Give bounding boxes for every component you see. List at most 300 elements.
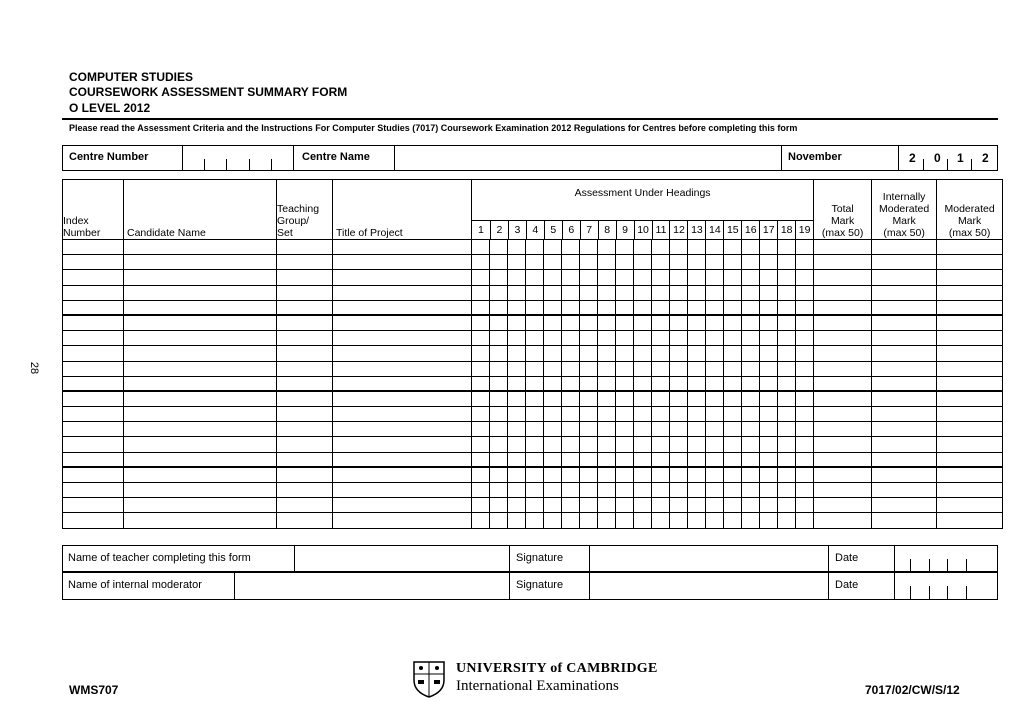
table-cell[interactable] (742, 452, 760, 467)
table-cell[interactable] (616, 407, 634, 422)
table-cell[interactable] (670, 376, 688, 391)
table-cell[interactable] (742, 270, 760, 285)
table-cell[interactable] (598, 467, 616, 482)
moderator-signature-field[interactable] (589, 572, 829, 600)
table-cell[interactable] (544, 376, 562, 391)
table-cell[interactable] (472, 483, 490, 498)
table-cell[interactable] (706, 285, 724, 300)
table-cell[interactable] (688, 422, 706, 437)
table-cell[interactable] (562, 285, 580, 300)
table-cell[interactable] (706, 513, 724, 528)
table-cell[interactable] (490, 240, 508, 255)
table-cell[interactable] (472, 437, 490, 452)
table-cell[interactable] (796, 315, 814, 330)
table-cell[interactable] (760, 437, 778, 452)
table-cell[interactable] (472, 300, 490, 315)
table-cell[interactable] (63, 498, 124, 513)
table-cell[interactable] (778, 483, 796, 498)
table-cell[interactable] (580, 513, 598, 528)
table-cell[interactable] (670, 285, 688, 300)
table-cell[interactable] (544, 361, 562, 376)
table-cell[interactable] (796, 422, 814, 437)
table-cell[interactable] (333, 270, 472, 285)
table-cell[interactable] (580, 391, 598, 406)
table-cell[interactable] (872, 513, 937, 528)
table-cell[interactable] (872, 391, 937, 406)
table-cell[interactable] (796, 240, 814, 255)
table-cell[interactable] (544, 498, 562, 513)
table-cell[interactable] (634, 315, 652, 330)
table-cell[interactable] (562, 391, 580, 406)
table-cell[interactable] (796, 270, 814, 285)
table-cell[interactable] (277, 376, 333, 391)
table-cell[interactable] (652, 483, 670, 498)
table-cell[interactable] (814, 452, 872, 467)
table-cell[interactable] (472, 407, 490, 422)
table-cell[interactable] (742, 391, 760, 406)
table-cell[interactable] (796, 407, 814, 422)
table-cell[interactable] (124, 376, 277, 391)
table-cell[interactable] (490, 452, 508, 467)
table-cell[interactable] (652, 391, 670, 406)
table-cell[interactable] (333, 331, 472, 346)
table-cell[interactable] (544, 467, 562, 482)
table-cell[interactable] (872, 422, 937, 437)
table-cell[interactable] (778, 331, 796, 346)
table-cell[interactable] (490, 376, 508, 391)
table-cell[interactable] (634, 452, 652, 467)
table-cell[interactable] (742, 285, 760, 300)
table-cell[interactable] (724, 361, 742, 376)
table-cell[interactable] (688, 391, 706, 406)
table-cell[interactable] (778, 255, 796, 270)
table-cell[interactable] (724, 346, 742, 361)
table-cell[interactable] (63, 346, 124, 361)
table-cell[interactable] (526, 240, 544, 255)
table-cell[interactable] (760, 270, 778, 285)
moderator-name-field[interactable] (234, 572, 510, 600)
table-cell[interactable] (508, 300, 526, 315)
table-cell[interactable] (872, 255, 937, 270)
table-cell[interactable] (124, 255, 277, 270)
table-cell[interactable] (490, 483, 508, 498)
table-cell[interactable] (760, 407, 778, 422)
table-cell[interactable] (544, 437, 562, 452)
table-cell[interactable] (63, 376, 124, 391)
table-cell[interactable] (634, 437, 652, 452)
table-cell[interactable] (937, 331, 1003, 346)
table-cell[interactable] (778, 407, 796, 422)
table-cell[interactable] (508, 407, 526, 422)
table-cell[interactable] (760, 331, 778, 346)
table-cell[interactable] (760, 483, 778, 498)
table-cell[interactable] (580, 437, 598, 452)
table-cell[interactable] (277, 407, 333, 422)
table-cell[interactable] (724, 240, 742, 255)
table-cell[interactable] (688, 300, 706, 315)
table-cell[interactable] (634, 285, 652, 300)
table-cell[interactable] (724, 483, 742, 498)
table-cell[interactable] (333, 407, 472, 422)
table-cell[interactable] (580, 376, 598, 391)
table-cell[interactable] (814, 483, 872, 498)
table-cell[interactable] (872, 346, 937, 361)
table-cell[interactable] (796, 498, 814, 513)
table-cell[interactable] (724, 422, 742, 437)
table-cell[interactable] (333, 498, 472, 513)
table-cell[interactable] (688, 437, 706, 452)
table-cell[interactable] (937, 255, 1003, 270)
table-cell[interactable] (937, 422, 1003, 437)
table-cell[interactable] (670, 346, 688, 361)
table-cell[interactable] (634, 255, 652, 270)
table-cell[interactable] (544, 315, 562, 330)
table-cell[interactable] (63, 452, 124, 467)
table-cell[interactable] (652, 376, 670, 391)
table-cell[interactable] (124, 315, 277, 330)
table-cell[interactable] (616, 422, 634, 437)
table-cell[interactable] (814, 270, 872, 285)
table-cell[interactable] (508, 452, 526, 467)
table-cell[interactable] (333, 255, 472, 270)
table-cell[interactable] (490, 285, 508, 300)
table-cell[interactable] (652, 467, 670, 482)
table-cell[interactable] (796, 513, 814, 528)
table-cell[interactable] (937, 437, 1003, 452)
table-cell[interactable] (526, 270, 544, 285)
table-cell[interactable] (778, 452, 796, 467)
table-cell[interactable] (872, 240, 937, 255)
table-cell[interactable] (472, 331, 490, 346)
table-cell[interactable] (598, 285, 616, 300)
table-cell[interactable] (760, 240, 778, 255)
table-cell[interactable] (580, 300, 598, 315)
table-cell[interactable] (742, 361, 760, 376)
table-cell[interactable] (814, 513, 872, 528)
table-cell[interactable] (742, 407, 760, 422)
table-cell[interactable] (562, 467, 580, 482)
table-cell[interactable] (634, 422, 652, 437)
table-cell[interactable] (742, 437, 760, 452)
table-cell[interactable] (124, 437, 277, 452)
table-cell[interactable] (277, 270, 333, 285)
table-cell[interactable] (526, 407, 544, 422)
table-cell[interactable] (580, 498, 598, 513)
table-cell[interactable] (814, 391, 872, 406)
table-cell[interactable] (760, 255, 778, 270)
table-cell[interactable] (634, 513, 652, 528)
table-cell[interactable] (616, 240, 634, 255)
table-cell[interactable] (814, 285, 872, 300)
table-cell[interactable] (872, 376, 937, 391)
table-cell[interactable] (63, 483, 124, 498)
table-cell[interactable] (508, 498, 526, 513)
table-cell[interactable] (562, 315, 580, 330)
table-cell[interactable] (760, 452, 778, 467)
teacher-name-field[interactable] (294, 545, 510, 572)
table-cell[interactable] (333, 376, 472, 391)
table-cell[interactable] (634, 483, 652, 498)
table-cell[interactable] (652, 346, 670, 361)
table-cell[interactable] (490, 255, 508, 270)
table-cell[interactable] (760, 391, 778, 406)
table-cell[interactable] (508, 361, 526, 376)
table-cell[interactable] (778, 270, 796, 285)
table-cell[interactable] (544, 255, 562, 270)
table-cell[interactable] (937, 376, 1003, 391)
table-cell[interactable] (562, 255, 580, 270)
table-cell[interactable] (526, 331, 544, 346)
table-cell[interactable] (670, 422, 688, 437)
table-cell[interactable] (508, 255, 526, 270)
table-cell[interactable] (670, 300, 688, 315)
table-cell[interactable] (124, 422, 277, 437)
table-cell[interactable] (598, 270, 616, 285)
table-cell[interactable] (124, 300, 277, 315)
table-cell[interactable] (634, 331, 652, 346)
table-cell[interactable] (796, 285, 814, 300)
table-cell[interactable] (670, 513, 688, 528)
table-cell[interactable] (670, 270, 688, 285)
table-cell[interactable] (472, 270, 490, 285)
table-cell[interactable] (634, 391, 652, 406)
table-cell[interactable] (562, 240, 580, 255)
table-cell[interactable] (333, 300, 472, 315)
table-cell[interactable] (277, 361, 333, 376)
table-cell[interactable] (778, 437, 796, 452)
table-cell[interactable] (472, 498, 490, 513)
table-cell[interactable] (778, 422, 796, 437)
table-cell[interactable] (562, 422, 580, 437)
table-cell[interactable] (526, 315, 544, 330)
table-cell[interactable] (526, 437, 544, 452)
table-cell[interactable] (333, 315, 472, 330)
table-cell[interactable] (490, 391, 508, 406)
table-cell[interactable] (706, 391, 724, 406)
table-cell[interactable] (616, 270, 634, 285)
table-cell[interactable] (580, 346, 598, 361)
table-cell[interactable] (778, 391, 796, 406)
table-cell[interactable] (508, 240, 526, 255)
table-cell[interactable] (124, 285, 277, 300)
table-cell[interactable] (508, 331, 526, 346)
table-cell[interactable] (814, 240, 872, 255)
table-cell[interactable] (562, 361, 580, 376)
table-cell[interactable] (526, 255, 544, 270)
table-cell[interactable] (508, 437, 526, 452)
table-cell[interactable] (872, 331, 937, 346)
table-cell[interactable] (937, 315, 1003, 330)
table-cell[interactable] (652, 498, 670, 513)
table-cell[interactable] (526, 513, 544, 528)
table-cell[interactable] (580, 270, 598, 285)
table-cell[interactable] (490, 331, 508, 346)
table-cell[interactable] (277, 300, 333, 315)
table-cell[interactable] (490, 361, 508, 376)
table-cell[interactable] (544, 331, 562, 346)
table-cell[interactable] (688, 498, 706, 513)
table-cell[interactable] (63, 391, 124, 406)
table-cell[interactable] (616, 376, 634, 391)
table-cell[interactable] (778, 346, 796, 361)
table-cell[interactable] (670, 467, 688, 482)
table-cell[interactable] (688, 331, 706, 346)
table-cell[interactable] (796, 452, 814, 467)
table-cell[interactable] (544, 285, 562, 300)
table-cell[interactable] (796, 300, 814, 315)
table-cell[interactable] (760, 315, 778, 330)
table-cell[interactable] (616, 483, 634, 498)
table-cell[interactable] (616, 315, 634, 330)
table-cell[interactable] (724, 513, 742, 528)
table-cell[interactable] (490, 467, 508, 482)
table-cell[interactable] (814, 361, 872, 376)
table-cell[interactable] (742, 483, 760, 498)
table-cell[interactable] (652, 452, 670, 467)
table-cell[interactable] (760, 285, 778, 300)
table-cell[interactable] (580, 422, 598, 437)
table-cell[interactable] (872, 483, 937, 498)
table-cell[interactable] (652, 407, 670, 422)
table-cell[interactable] (937, 513, 1003, 528)
table-cell[interactable] (508, 483, 526, 498)
table-cell[interactable] (652, 240, 670, 255)
table-cell[interactable] (490, 513, 508, 528)
table-cell[interactable] (562, 437, 580, 452)
table-cell[interactable] (544, 483, 562, 498)
table-cell[interactable] (724, 300, 742, 315)
table-cell[interactable] (670, 331, 688, 346)
table-cell[interactable] (706, 240, 724, 255)
table-cell[interactable] (872, 270, 937, 285)
table-cell[interactable] (796, 361, 814, 376)
table-cell[interactable] (333, 422, 472, 437)
table-cell[interactable] (814, 315, 872, 330)
table-cell[interactable] (688, 240, 706, 255)
table-cell[interactable] (472, 452, 490, 467)
table-cell[interactable] (508, 513, 526, 528)
table-cell[interactable] (544, 407, 562, 422)
table-cell[interactable] (490, 346, 508, 361)
table-cell[interactable] (634, 467, 652, 482)
table-cell[interactable] (814, 407, 872, 422)
table-cell[interactable] (872, 498, 937, 513)
table-cell[interactable] (580, 452, 598, 467)
table-cell[interactable] (598, 483, 616, 498)
table-cell[interactable] (760, 346, 778, 361)
table-cell[interactable] (598, 331, 616, 346)
table-cell[interactable] (490, 407, 508, 422)
table-cell[interactable] (778, 376, 796, 391)
table-cell[interactable] (634, 407, 652, 422)
table-cell[interactable] (526, 498, 544, 513)
table-cell[interactable] (796, 346, 814, 361)
centre-number-field[interactable] (182, 145, 294, 171)
table-cell[interactable] (277, 315, 333, 330)
table-cell[interactable] (598, 315, 616, 330)
table-cell[interactable] (706, 407, 724, 422)
table-cell[interactable] (562, 498, 580, 513)
table-cell[interactable] (277, 483, 333, 498)
table-cell[interactable] (670, 498, 688, 513)
table-cell[interactable] (634, 346, 652, 361)
table-cell[interactable] (937, 346, 1003, 361)
table-cell[interactable] (490, 422, 508, 437)
table-cell[interactable] (760, 361, 778, 376)
table-cell[interactable] (544, 513, 562, 528)
table-cell[interactable] (508, 285, 526, 300)
table-cell[interactable] (634, 361, 652, 376)
table-cell[interactable] (670, 255, 688, 270)
table-cell[interactable] (562, 483, 580, 498)
table-cell[interactable] (333, 513, 472, 528)
table-cell[interactable] (277, 346, 333, 361)
table-cell[interactable] (706, 346, 724, 361)
table-cell[interactable] (598, 300, 616, 315)
table-cell[interactable] (333, 452, 472, 467)
table-cell[interactable] (63, 437, 124, 452)
table-cell[interactable] (580, 285, 598, 300)
table-cell[interactable] (562, 300, 580, 315)
table-cell[interactable] (814, 346, 872, 361)
table-cell[interactable] (872, 285, 937, 300)
table-cell[interactable] (124, 498, 277, 513)
table-cell[interactable] (778, 498, 796, 513)
table-cell[interactable] (814, 498, 872, 513)
table-cell[interactable] (333, 361, 472, 376)
table-cell[interactable] (333, 346, 472, 361)
table-cell[interactable] (544, 452, 562, 467)
centre-name-field[interactable] (394, 145, 782, 171)
table-cell[interactable] (562, 331, 580, 346)
table-cell[interactable] (277, 498, 333, 513)
table-cell[interactable] (616, 331, 634, 346)
table-cell[interactable] (598, 437, 616, 452)
table-cell[interactable] (760, 376, 778, 391)
table-cell[interactable] (706, 270, 724, 285)
table-cell[interactable] (652, 361, 670, 376)
table-cell[interactable] (598, 391, 616, 406)
table-cell[interactable] (670, 452, 688, 467)
table-cell[interactable] (937, 483, 1003, 498)
table-cell[interactable] (63, 331, 124, 346)
table-cell[interactable] (472, 391, 490, 406)
table-cell[interactable] (724, 407, 742, 422)
table-cell[interactable] (580, 467, 598, 482)
table-cell[interactable] (724, 270, 742, 285)
table-cell[interactable] (652, 255, 670, 270)
table-cell[interactable] (508, 315, 526, 330)
table-cell[interactable] (63, 285, 124, 300)
table-cell[interactable] (562, 513, 580, 528)
table-cell[interactable] (598, 255, 616, 270)
table-cell[interactable] (796, 467, 814, 482)
table-cell[interactable] (688, 483, 706, 498)
table-cell[interactable] (796, 331, 814, 346)
table-cell[interactable] (124, 452, 277, 467)
table-cell[interactable] (937, 300, 1003, 315)
table-cell[interactable] (490, 498, 508, 513)
table-cell[interactable] (724, 255, 742, 270)
table-cell[interactable] (814, 376, 872, 391)
table-cell[interactable] (508, 346, 526, 361)
table-cell[interactable] (688, 376, 706, 391)
table-cell[interactable] (616, 513, 634, 528)
table-cell[interactable] (760, 467, 778, 482)
table-cell[interactable] (937, 270, 1003, 285)
table-cell[interactable] (706, 437, 724, 452)
table-cell[interactable] (724, 376, 742, 391)
